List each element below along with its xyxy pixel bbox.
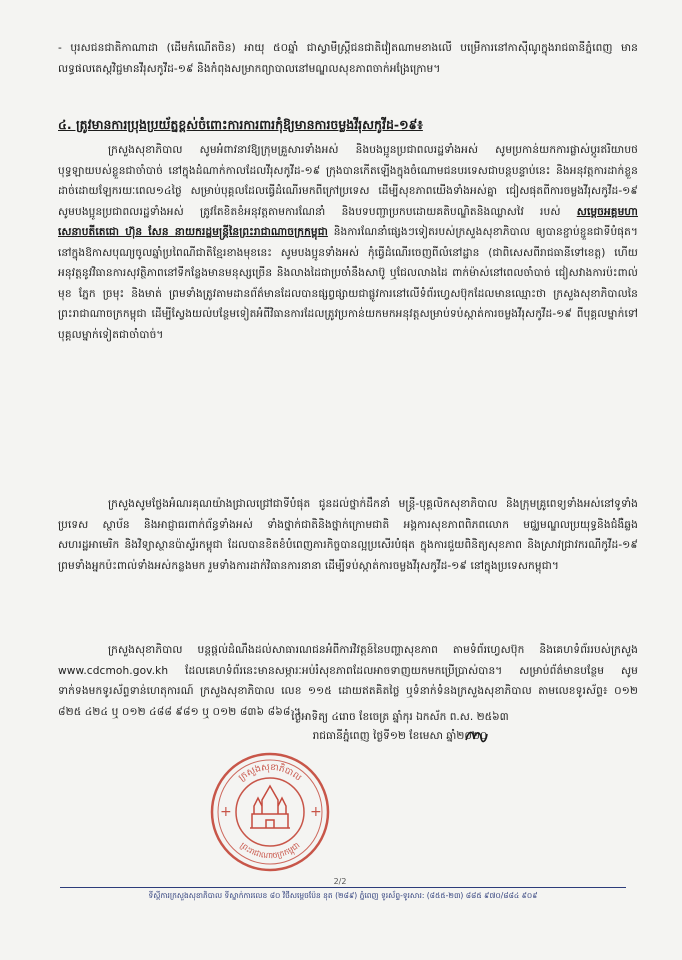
paragraph-1-part-1: ក្រសួងសុខាភិបាល សូមអំពាវនាវឱ្យក្រុមគ្រួសារទាំងអស់ និងបងប្អូនប្រជាពលរដ្ឋទាំងអស់ សូមប្រកាន់យកការផ្លាស់ប្តូរឥរិយាបថ បុទ្ធឡាយបស់ខ្លួនជាចាំបាច់ នៅក្នុងដំណាក់កាលដែលវីរុសកូវីដ-១៩ ក្រុងបានកើតឡើងក្នុងចំណោមជនបរទេសជាបន្តបន្ទាប់នេះ និងអនុវត្តការដាក់ខ្លួនដាច់ដោយឡែករយៈពេល១៤ថ្ងៃ សម្រាប់បុគ្គលដែលធ្វើដំណើរមកពីក្រៅប្រទេស ដើម្បីសុខភាពយើងទាំងអស់គ្នា ជៀសផុតពីការចម្លងវីរុសកូវីដ-១៩ សូមបងប្អូនប្រជាពលរដ្ឋទាំងអស់ ត្រូវតែខិតខំអនុវត្តតាមការណែនាំ និងបទបញ្ជាប្រកបដោយគតិបណ្ឌិតនិងឈ្លាសវៃ របស់ bbox=[58, 144, 638, 218]
footer-divider bbox=[60, 887, 626, 888]
ministry-seal bbox=[206, 748, 334, 876]
footer-address: ទីស្តីការក្រសួងសុខាភិបាល ទីស្នាក់ការលេខ ៨០ វិថីសម្តេចប៉ែន នុត (២៨៩) ភ្នំពេញ ទូរស័ព្ទ-ទូរសារ: (៨៥៥-២៣) ៨៨៥ ៩៧០/៨៨៤ ៩០៩ bbox=[148, 891, 538, 900]
angkor-temple-icon bbox=[250, 786, 290, 828]
paragraph-1-part-2: និងការណែនាំផ្សេងៗទៀតរបស់ក្រសួងសុខាភិបាល ឲ្យបានខ្ជាប់ខ្ជួនជាទីបំផុត។ នៅក្នុងឱកាសបុណ្យចូលឆ្នាំប្រពៃណីជាតិខ្មែរខាងមុខនេះ សូមបងប្អូនទាំងអស់ កុំធ្វើដំណើរចេញពីលំនៅដ្ឋាន (ជាពិសេសពីរាជធានីទៅខេត្ត) ហើយអនុវត្តនូវវិធានការសុវត្ថិភាពនៅទីកន្លែងមានមនុស្សច្រើន និងលាងដៃជាប្រចាំនឹងសាប៊ូ ឬជែលលាងដៃ ពាក់ម៉ាស់នៅពេលចាំបាច់ ជៀសវាងការប៉ះពាល់មុខ ភ្នែក ច្រមុះ និងមាត់ ព្រមទាំងត្រូវតាមដានព័ត៌មានដែលបានផ្សព្វផ្សាយជាផ្លូវការនៅលើទំព័រហ្វេសប៊ុកដែលមានឈ្មោះថា ក្រសួងសុខាភិបាលនៃព្រះរាជាណាចក្រកម្ពុជា ដើម្បីស្វែងយល់បន្ថែមទៀតអំពីវិធានការដែលត្រូវប្រកាន់យកមកអនុវត្តសម្រាប់ទប់ស្កាត់ការចម្លងវីរុសកូវីដ-១៩ ពីបុគ្គលម្នាក់ទៅបុគ្គលម្នាក់ទៀតជាចាំបាច់។ bbox=[58, 226, 638, 341]
date-solar: រាជធានីភ្នំពេញ ថ្ងៃទី១២ ខែមេសា ឆ្នាំ២០២០ bbox=[312, 730, 488, 742]
section-heading: ៤. ត្រូវមានការប្រុងប្រយ័ត្នខ្ពស់ចំពោះការការពារកុំឱ្យមានការចម្លងវីរុសកូវីដ-១៩៖ bbox=[58, 117, 423, 132]
svg-text:ក្រសួងសុខាភិបាល: ក្រសួងសុខាភិបាល bbox=[237, 762, 303, 784]
svg-text:+: + bbox=[310, 804, 322, 820]
paragraph-2: ក្រសួងសូមថ្លែងអំណរគុណយ៉ាងជ្រាលជ្រៅជាទីបំផុត ជូនដល់ថ្នាក់ដឹកនាំ មន្ត្រី-បុគ្គលិកសុខាភិបាល និងក្រុមគ្រូពេទ្យទាំងអស់នៅទូទាំងប្រទេស ស្ថាប័ន និងអាជ្ញាធរពាក់ព័ន្ធទាំងអស់ ទាំងថ្នាក់ជាតិនិងថ្នាក់ក្រោមជាតិ អង្គការសុខភាពពិភពលោក មជ្ឈមណ្ឌលប្រយុទ្ធនិងជំងឺឆ្លងសហរដ្ឋអាមេរិក និងវិទ្យាស្ថានប៉ាស្ទ័រកម្ពុជា ដែលបានខិតខំបំពេញភារកិច្ចបានល្អប្រសើរបំផុត ក្នុងការជួយពិនិត្យសុខភាព និងស្រាវជ្រាវករណីកូវីដ-១៩ ព្រមទាំងអ្នកប៉ះពាល់ទាំងអស់កន្លងមក រួមទាំងការដាក់វិធានការនានា ដើម្បីទប់ស្កាត់ការចម្លងវីរុសកូវីដ-១៩ នៅក្នុងប្រទេសកម្ពុជា។ bbox=[58, 498, 638, 572]
date-lunar: ថ្ងៃអាទិត្យ ៤រោច ខែចេត្រ ឆ្នាំកុរ ឯកស័ក ព.ស. ២៥៦៣ bbox=[291, 711, 509, 723]
svg-text:ព្រះរាជាណាចក្រកម្ពុជា: ព្រះរាជាណាចក្រកម្ពុជា bbox=[238, 840, 302, 861]
page-number: 2/2 bbox=[333, 877, 347, 886]
signature-mark bbox=[463, 726, 489, 748]
svg-text:+: + bbox=[220, 804, 232, 820]
paragraph-1 bbox=[58, 140, 638, 485]
intro-paragraph: - បុរសជនជាតិកាណាដា (ដើមកំណើតចិន) អាយុ ៥០ឆ្នាំ ជាស្វាមីស្ត្រីជនជាតិវៀតណាមខាងលើ បម្រើការនៅកាស៊ីណូក្នុងរាជធានីភ្នំពេញ មានលទ្ធផលតេស្តវិជ្ជមានវីរុសកូវីដ-១៩ និងកំពុងសម្រាកព្យាបាលនៅមណ្ឌលសុខភាពចាក់អង្រែក្រោម។ bbox=[58, 42, 638, 75]
paragraph-3: ក្រសួងសុខាភិបាល បន្តផ្តល់ដំណឹងដល់សាធារណជនអំពីការវិវត្តន៍នៃបញ្ហាសុខភាព តាមទំព័រហ្វេសប៊ុក និងគេហទំព័ររបស់ក្រសួង www.cdcmoh.gov.kh ដែលគេហទំព័រនេះមានសម្ភារៈអប់រំសុខភាពដែលអាចទាញយកមកប្រើប្រាស់បាន។ សម្រាប់ព័ត៌មានបន្ថែម សូមទាក់ទងមកទូរស័ព្ទទាន់ហេតុការណ៍ ក្រសួងសុខាភិបាល លេខ ១១៥ ដោយឥតគិតថ្លៃ ឬទំនាក់ទំនងក្រសួងសុខាភិបាល តាមលេខទូរស័ព្ទ៖ ០១២ ៨២៥ ៤២៤ ឬ ០១២ ៤៨៨ ៩៨១ ឬ ០១២ ៨៣៦ ៨៦៨ ។ bbox=[58, 644, 638, 718]
prime-minister-name: សម្តេចអគ្គមហាសេនាបតីតេជោ ហ៊ុន សែន នាយករដ្ឋមន្ត្រីនៃព្រះរាជាណាចក្រកម្ពុជា bbox=[58, 205, 638, 238]
